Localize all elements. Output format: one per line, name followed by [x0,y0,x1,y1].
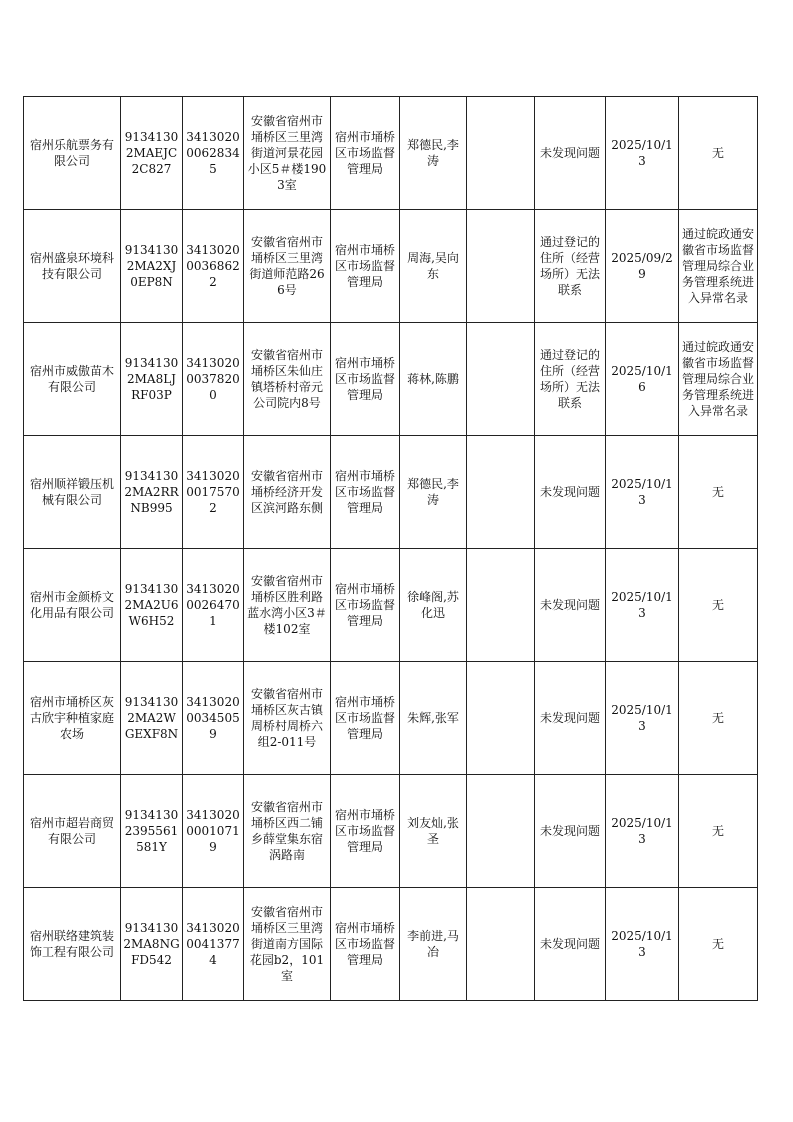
handling-cell: 无 [679,662,758,775]
registration-number-cell: 341302000010719 [183,775,244,888]
blank-cell [467,436,535,549]
table-row [24,323,758,436]
table-row [24,549,758,662]
table-row [24,436,758,549]
credit-code-cell: 91341302MA2U6W6H52 [121,549,183,662]
handling-cell: 无 [679,436,758,549]
credit-code-cell: 91341302MA2RRNB995 [121,436,183,549]
blank-cell [467,323,535,436]
table-row [24,775,758,888]
blank-cell [467,662,535,775]
inspectors-cell: 郑德民,李涛 [400,97,467,210]
credit-code-cell: 91341302MA8NGFD542 [121,888,183,1001]
blank-cell [467,210,535,323]
handling-cell: 无 [679,888,758,1001]
registration-number-cell: 341302000628345 [183,97,244,210]
company-name-cell: 宿州联络建筑装饰工程有限公司 [24,888,121,1001]
inspection-result-cell: 未发现问题 [535,436,606,549]
inspection-result-cell: 未发现问题 [535,549,606,662]
handling-cell: 通过皖政通安徽省市场监督管理局综合业务管理系统进入异常名录 [679,210,758,323]
blank-cell [467,775,535,888]
credit-code-cell: 9134130239556​1581Y [121,775,183,888]
authority-cell: 宿州市埇桥区市场监督管理局 [331,888,400,1001]
inspection-result-cell: 未发现问题 [535,97,606,210]
inspectors-cell: 周海,吴向东 [400,210,467,323]
authority-cell: 宿州市埇桥区市场监督管理局 [331,210,400,323]
registration-number-cell: 341302000378200 [183,323,244,436]
handling-cell: 无 [679,549,758,662]
inspectors-cell: 徐峰阁,苏化迅 [400,549,467,662]
inspection-date-cell: 2025/10/13 [606,662,679,775]
inspection-date-cell: 2025/10/13 [606,549,679,662]
inspection-date-cell: 2025/10/13 [606,97,679,210]
registration-number-cell: 341302000264701 [183,549,244,662]
inspection-result-cell: 未发现问题 [535,775,606,888]
inspection-result-cell: 未发现问题 [535,662,606,775]
registration-number-cell: 341302000175702 [183,436,244,549]
company-name-cell: 宿州市金颜桥文化用品有限公司 [24,549,121,662]
inspectors-cell: 刘友灿,张圣 [400,775,467,888]
registration-number-cell: 341302000345059 [183,662,244,775]
authority-cell: 宿州市埇桥区市场监督管理局 [331,323,400,436]
inspection-date-cell: 2025/10/13 [606,436,679,549]
handling-cell: 无 [679,775,758,888]
inspectors-cell: 蒋林,陈鹏 [400,323,467,436]
blank-cell [467,97,535,210]
handling-cell: 无 [679,97,758,210]
registration-number-cell: 341302000413774 [183,888,244,1001]
inspection-date-cell: 2025/10/13 [606,888,679,1001]
address-cell: 安徽省宿州市埇桥区朱仙庄镇塔桥村帝元公司院内8号 [244,323,331,436]
inspectors-cell: 郑德民,李涛 [400,436,467,549]
address-cell: 安徽省宿州市埇桥区三里湾街道河景花园小区5＃楼1903室 [244,97,331,210]
company-name-cell: 宿州市超岩商贸有限公司 [24,775,121,888]
address-cell: 安徽省宿州市埇桥区胜利路蓝水湾小区3＃楼102室 [244,549,331,662]
credit-code-cell: 91341302MA2WGEXF8N [121,662,183,775]
credit-code-cell: 91341302MA8LJRF03P [121,323,183,436]
inspection-date-cell: 2025/10/13 [606,775,679,888]
company-name-cell: 宿州乐航票务有限公司 [24,97,121,210]
authority-cell: 宿州市埇桥区市场监督管理局 [331,662,400,775]
inspection-table [23,96,758,1001]
address-cell: 安徽省宿州市埇桥区三里湾街道南方国际花园b2，101室 [244,888,331,1001]
table-row [24,97,758,210]
credit-code-cell: 91341302MAEJC2C827 [121,97,183,210]
credit-code-cell: 91341302MA2XJ0EP8N [121,210,183,323]
inspection-date-cell: 2025/09/29 [606,210,679,323]
blank-cell [467,549,535,662]
address-cell: 安徽省宿州市埇桥经济开发区滨河路东侧 [244,436,331,549]
authority-cell: 宿州市埇桥区市场监督管理局 [331,775,400,888]
table-row [24,662,758,775]
authority-cell: 宿州市埇桥区市场监督管理局 [331,436,400,549]
company-name-cell: 宿州市威傲苗木有限公司 [24,323,121,436]
blank-cell [467,888,535,1001]
company-name-cell: 宿州盛泉环境科技有限公司 [24,210,121,323]
inspection-result-cell: 通过登记的住所（经营场所）无法联系 [535,323,606,436]
inspection-result-cell: 未发现问题 [535,888,606,1001]
address-cell: 安徽省宿州市埇桥区西二铺乡薛堂集东宿涡路南 [244,775,331,888]
company-name-cell: 宿州顺祥锻压机械有限公司 [24,436,121,549]
inspection-result-cell: 通过登记的住所（经营场所）无法联系 [535,210,606,323]
registration-number-cell: 341302000368622 [183,210,244,323]
inspectors-cell: 李前进,马冶 [400,888,467,1001]
table-row [24,888,758,1001]
company-name-cell: 宿州市埇桥区灰古欣宇种植家庭农场 [24,662,121,775]
inspection-date-cell: 2025/10/16 [606,323,679,436]
table-body [24,97,758,1001]
authority-cell: 宿州市埇桥区市场监督管理局 [331,549,400,662]
address-cell: 安徽省宿州市埇桥区灰古镇周桥村周桥六组2-011号 [244,662,331,775]
table-row [24,210,758,323]
inspectors-cell: 朱辉,张军 [400,662,467,775]
handling-cell: 通过皖政通安徽省市场监督管理局综合业务管理系统进入异常名录 [679,323,758,436]
address-cell: 安徽省宿州市埇桥区三里湾街道师范路266号 [244,210,331,323]
authority-cell: 宿州市埇桥区市场监督管理局 [331,97,400,210]
